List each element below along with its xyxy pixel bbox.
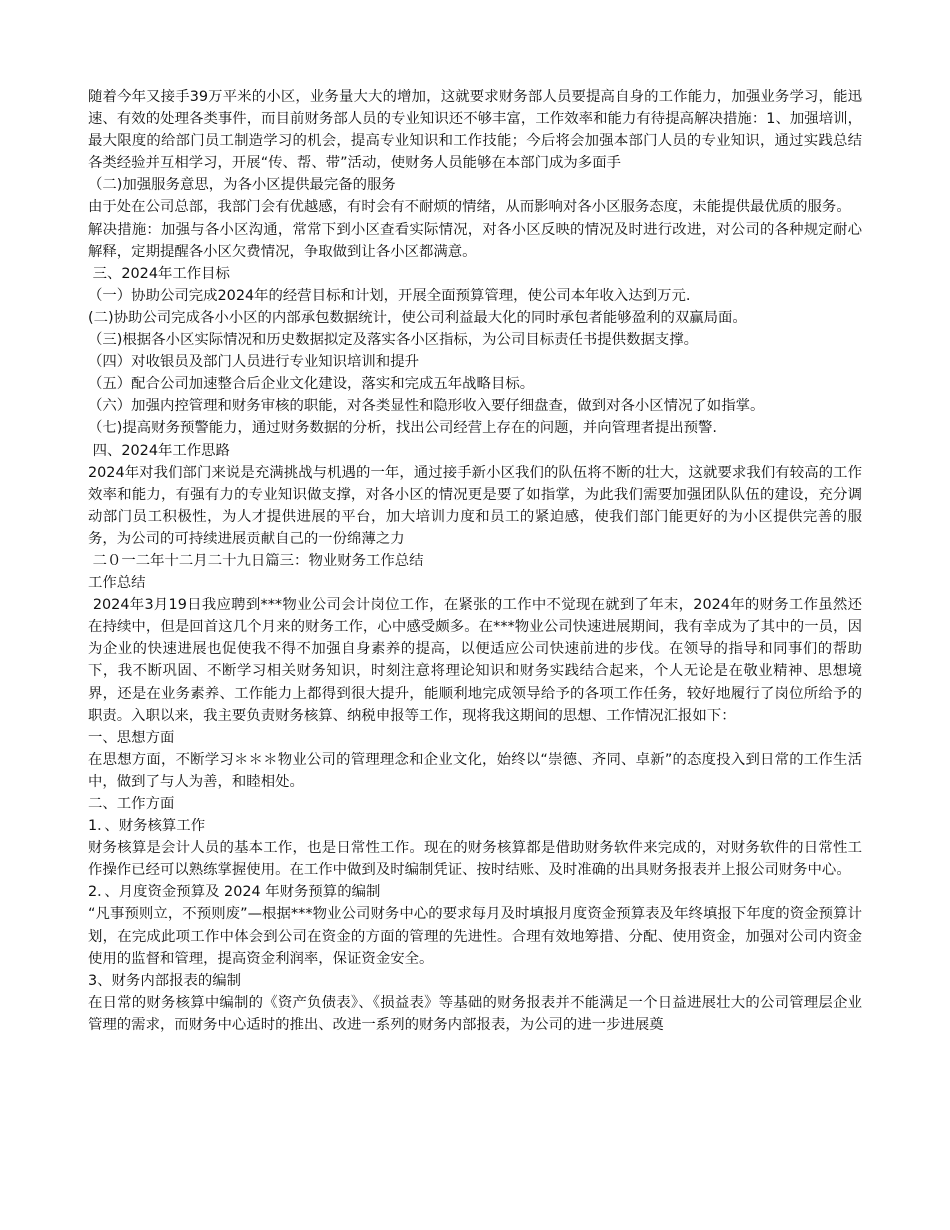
- list-item-goal-3: （三)根据各小区实际情况和历史数据拟定及落实各小区指标，为公司目标责任书提供数据支撑。: [88, 332, 699, 349]
- paragraph-service-issue: 由于处在公司总部，我部门会有优越感，有时会有不耐烦的情绪，从而影响对各小区服务态度，未能提供最优质的服务。: [88, 199, 851, 216]
- paragraph-staff-capability: 随着今年又接手39万平米的小区，业务量大大的增加，这就要求财务部人员要提高自身的工作能力，加强业务学习，能迅速、有效的处理各类事件，而目前财务部人员的专业知识还不够丰富，工作效率和能力有待提高解决措施：1、加强培训，最大限度的给部门员工制造学习的机会，提高专业知识和工作技能；今后将会加强本部门人员的专业知识，通过实践总结各类经验并互相学习，开展“传、帮、带”活动，使财务人员能够在本部门成为多面手: [88, 89, 862, 172]
- paragraph-work-ideas: 2024年对我们部门来说是充满挑战与机遇的一年，通过接手新小区我们的队伍将不断的壮大，这就要求我们有较高的工作效率和能力，有强有力的专业知识做支撑，对各小区的情况更是要了如指掌，为此我们需要加强团队队伍的建设，充分调动部门员工积极性，为人才提供进展的平台，加大培训力度和员工的紧迫感，使我们部门能更好的为小区提供完善的服务，为公司的可持续进展贡献自己的一份绵薄之力: [88, 464, 862, 547]
- heading-service-awareness: （二)加强服务意思，为各小区提供最完备的服务: [88, 177, 396, 194]
- paragraph-service-solution: 解决措施：加强与各小区沟通，常常下到小区查看实际情况，对各小区反映的情况及时进行改进，对公司的各种规定耐心解释，定期提醒各小区欠费情况，争取做到让各小区都满意。: [88, 221, 862, 260]
- paragraph-summary-intro: 2024年3月19日我应聘到***物业公司会计岗位工作，在紧张的工作中不觉现在就到了年末，2024年的财务工作虽然还在持续中，但是回首这几个月来的财务工作，心中感受颇多。在***物业公司快速进展期间，我有幸成为了其中的一员，因为企业的快速进展也促使我不得不加强自身素养的提高，以便适应公司快速前进的步伐。在领导的指导和同事们的帮助下，我不断巩固、不断学习相关财务知识，时刻注意将理论知识和财务实践结合起来，个人无论是在敬业精神、思想境界，还是在业务素养、工作能力上都得到很大提升，能顺利地完成领导给予的各项工作任务，较好地履行了岗位所给予的职责。入职以来，我主要负责财务核算、纳税申报等工作，现将我这期间的思想、工作情况汇报如下：: [88, 597, 862, 724]
- heading-work-ideas: 四、2024年工作思路: [88, 442, 230, 459]
- list-item-goal-1: （一）协助公司完成2024年的经营目标和计划，开展全面预算管理，使公司本年收入达到万元.: [88, 287, 691, 304]
- heading-work-aspects: 二、工作方面: [88, 796, 175, 812]
- subheading-budget: 2．、月度资金预算及 2024 年财务预算的编制: [88, 884, 381, 901]
- list-item-goal-4: （四）对收银员及部门人员进行专业知识培训和提升: [88, 354, 419, 371]
- paragraph-thinking: 在思想方面，不断学习＊＊＊物业公司的管理理念和企业文化，始终以“崇德、齐同、卓新”的态度投入到日常的工作生活中，做到了与人为善，和睦相处。: [88, 751, 862, 790]
- list-item-goal-5: （五）配合公司加速整合后企业文化建设，落实和完成五年战略目标。: [88, 376, 535, 393]
- paragraph-budget: “凡事预则立，不预则废”—根据***物业公司财务中心的要求每月及时填报月度资金预算表及年终填报下年度的资金预算计划，在完成此项工作中体会到公司在资金的方面的管理的先进性。合理有效地筹措、分配、使用资金，加强对公司内资金使用的监督和管理，提高资金利润率，保证资金安全。: [88, 906, 862, 967]
- date-and-section-title: 二０一二年十二月二十九日篇三：物业财务工作总结: [88, 552, 424, 569]
- list-item-goal-6: （六）加强内控管理和财务审核的职能，对各类显性和隐形收入要仔细盘查，做到对各小区情况了如指掌。: [88, 398, 765, 415]
- paragraph-accounting: 财务核算是会计人员的基本工作，也是日常性工作。现在的财务核算都是借助财务软件来完成的，对财务软件的日常性工作操作已经可以熟练掌握使用。在工作中做到及时编制凭证、按时结账、及时准确的出具财务报表并上报公司财务中心。: [88, 840, 862, 879]
- subheading-accounting: 1．、财务核算工作: [88, 818, 206, 835]
- list-item-goal-7: （七)提高财务预警能力，通过财务数据的分析，找出公司经营上存在的问题，并向管理者提出预警.: [88, 420, 717, 437]
- heading-thinking: 一、思想方面: [88, 729, 175, 746]
- heading-work-summary: 工作总结: [88, 575, 146, 592]
- heading-work-goals: 三、2024年工作目标: [88, 265, 230, 282]
- list-item-goal-2: (二)协助公司完成各小小区的内部承包数据统计，使公司利益最大化的同时承包者能够盈利的双赢局面。: [88, 309, 747, 326]
- subheading-internal-reports: 3、财务内部报表的编制: [88, 972, 242, 989]
- paragraph-internal-reports: 在日常的财务核算中编制的《资产负债表》、《损益表》等基础的财务报表并不能满足一个日益进展壮大的公司管理层企业管理的需求，而财务中心适时的推出、改进一系列的财务内部报表，为公司的进一步进展奠: [88, 994, 862, 1033]
